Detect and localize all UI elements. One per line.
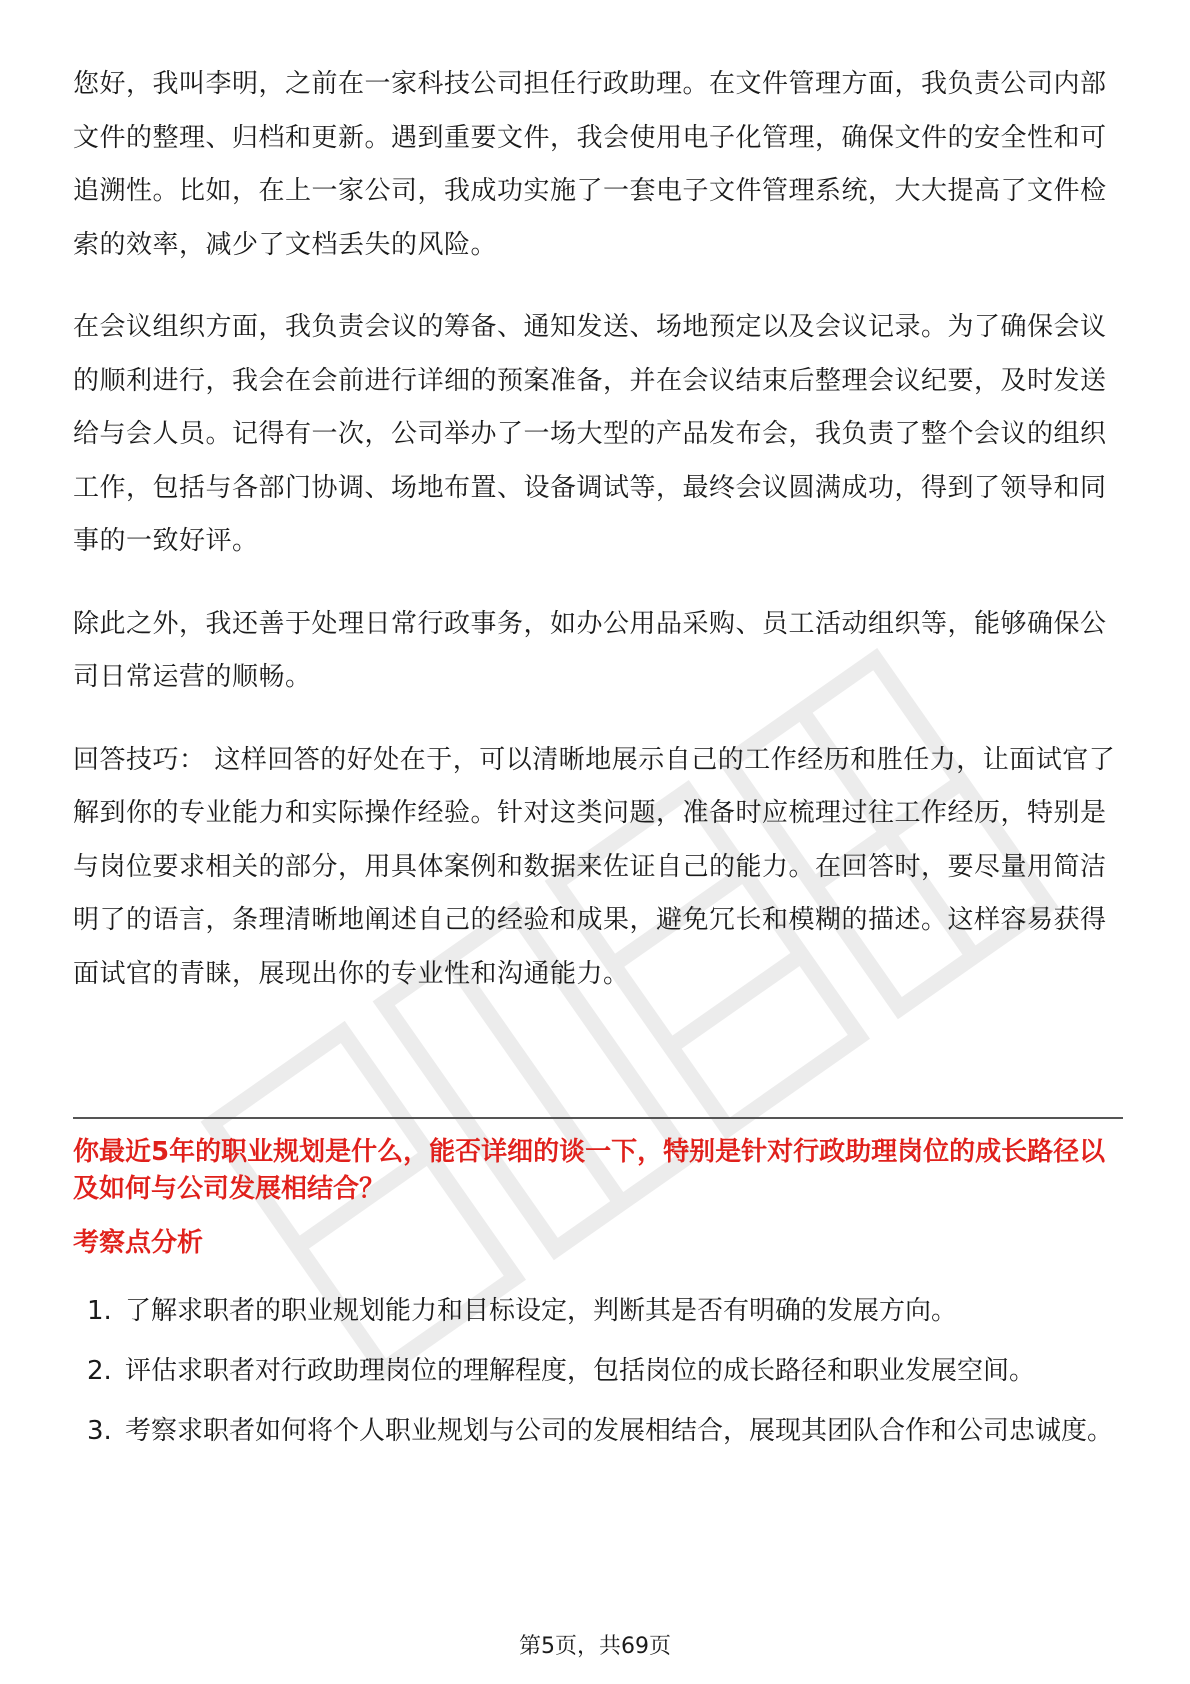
assessment-points-list	[73, 1283, 1123, 1463]
list-item-text: 了解求职者的职业规划能力和目标设定，判断其是否有明确的发展方向。	[125, 1296, 958, 1326]
page-number: 第5页，共69页	[519, 1634, 671, 1659]
body-text	[73, 58, 1123, 1001]
interview-question: 你最近5年的职业规划是什么，能否详细的谈一下，特别是针对行政助理岗位的成长路径以及如何与公司发展相结合？	[73, 1137, 1106, 1204]
list-item	[73, 1343, 1123, 1399]
paragraph-meetings: 在会议组织方面，我负责会议的筹备、通知发送、场地预定以及会议记录。为了确保会议的顺利进行，我会在会前进行详细的预案准备，并在会议结束后整理会议纪要，及时发送给与会人员。记得有一次，公司举办了一场大型的产品发布会，我负责了整个会议的组织工作，包括与各部门协调、场地布置、设备调试等，最终会议圆满成功，得到了领导和同事的一致好评。	[73, 312, 1107, 556]
paragraph-daily-affairs: 除此之外，我还善于处理日常行政事务，如办公用品采购、员工活动组织等，能够确保公司日常运营的顺畅。	[73, 608, 1107, 692]
section-divider	[73, 1117, 1123, 1119]
list-item-number: 3.	[87, 1416, 112, 1446]
list-item-text: 考察求职者如何将个人职业规划与公司的发展相结合，展现其团队合作和公司忠诚度。	[125, 1416, 1114, 1446]
list-item-number: 2.	[87, 1356, 112, 1386]
list-item	[73, 1403, 1123, 1459]
list-item-number: 1.	[87, 1296, 112, 1326]
section-heading: 考察点分析	[73, 1228, 204, 1258]
list-item-text: 评估求职者对行政助理岗位的理解程度，包括岗位的成长路径和职业发展空间。	[125, 1356, 1036, 1386]
paragraph-answer-tips: 回答技巧： 这样回答的好处在于，可以清晰地展示自己的工作经历和胜任力，让面试官了解到你的专业能力和实际操作经验。针对这类问题，准备时应梳理过往工作经历，特别是与岗位要求相关的部分，用具体案例和数据来佐证自己的能力。在回答时，要尽量用简洁明了的语言，条理清晰地阐述自己的经验和成果，避免冗长和模糊的描述。这样容易获得面试官的青睐，展现出你的专业性和沟通能力。	[73, 744, 1116, 989]
list-item	[73, 1283, 1123, 1339]
paragraph-intro: 您好，我叫李明，之前在一家科技公司担任行政助理。在文件管理方面，我负责公司内部文件的整理、归档和更新。遇到重要文件，我会使用电子化管理，确保文件的安全性和可追溯性。比如，在上一家公司，我成功实施了一套电子文件管理系统，大大提高了文件检索的效率，减少了文档丢失的风险。	[73, 69, 1107, 260]
